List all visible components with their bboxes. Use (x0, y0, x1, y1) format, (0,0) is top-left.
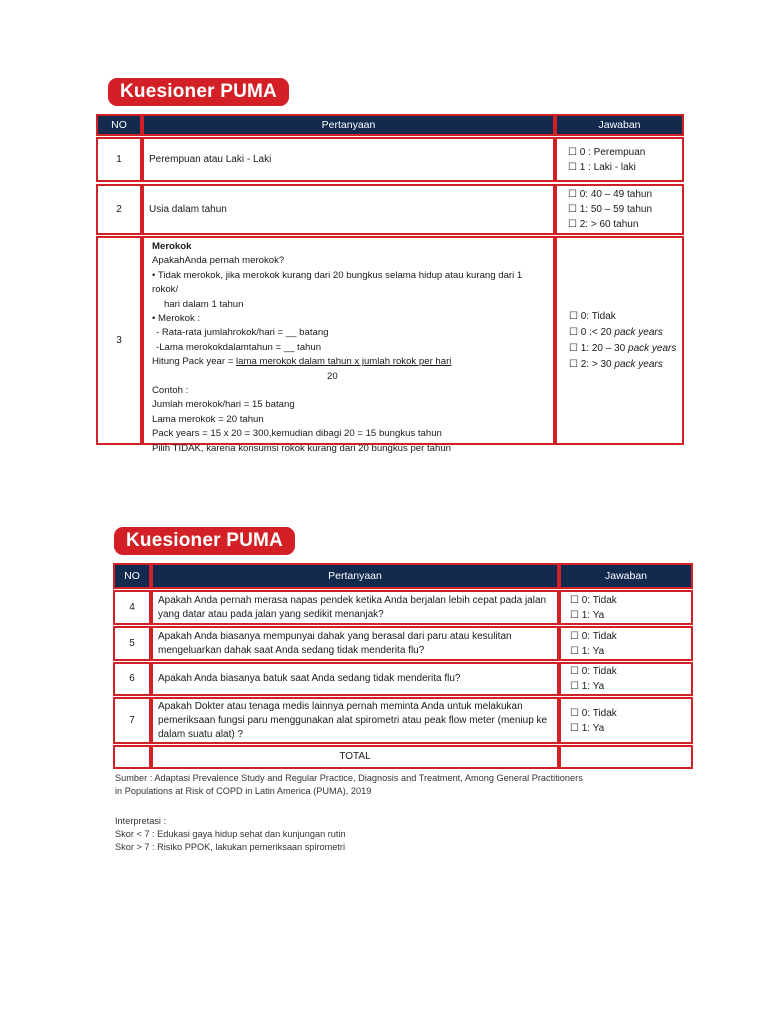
row2-option: ☐ 2: > 60 tahun (568, 219, 639, 230)
row4-option: ☐ 0: Tidak (570, 594, 617, 606)
row7-option: ☐ 1: Ya (570, 722, 605, 734)
checkbox-icon: ☐ (570, 707, 579, 719)
row1-answer (555, 137, 684, 182)
checkbox-icon: ☐ (569, 310, 578, 322)
checkbox-icon: ☐ (568, 204, 577, 215)
row3-option: ☐ 1: 20 – 30 pack years (569, 342, 677, 354)
row3-line: Jumlah merokok/hari = 15 batang (152, 399, 295, 411)
row3-line: • Merokok : (152, 313, 201, 325)
section2-header-answer: Jawaban (559, 563, 693, 589)
section2-header-question: Pertanyaan (151, 563, 559, 589)
row3-question-title: Merokok (152, 241, 192, 252)
row2-question-text: Usia dalam tahun (149, 203, 227, 215)
row4-no: 4 (113, 590, 151, 625)
row2-no: 2 (96, 184, 142, 235)
total-value-cell (559, 745, 693, 769)
checkbox-icon: ☐ (570, 609, 579, 621)
section1-header-no: NO (96, 114, 142, 136)
row1-option: ☐ 1 : Laki - laki (568, 161, 636, 173)
row5-option: ☐ 1: Ya (570, 645, 605, 657)
section2-title-badge: Kuesioner PUMA (114, 527, 295, 555)
row5-answer (559, 626, 693, 661)
row3-formula: Hitung Pack year = lama merokok dalam tahun x jumlah rokok per hari (152, 356, 452, 368)
row6-question (151, 662, 559, 696)
row3-line: - Rata-rata jumlahrokok/hari = __ batang (156, 327, 329, 339)
row3-line: • Tidak merokok, jika merokok kurang dari 20 bungkus selama hidup atau kurang dari 1 rokok/ (152, 269, 523, 296)
row6-option: ☐ 0: Tidak (570, 666, 617, 677)
row3-line: Pilih TIDAK, karena konsumsi rokok kurang dari 20 bungkus per tahun (152, 442, 451, 454)
row6-no: 6 (113, 662, 151, 696)
row3-question (142, 236, 555, 454)
section1-header-question: Pertanyaan (142, 114, 555, 136)
row3-line: hari dalam 1 tahun (164, 298, 244, 310)
row6-question-text: Apakah Anda biasanya batuk saat Anda sedang tidak menderita flu? (158, 673, 461, 684)
row7-question (151, 697, 559, 744)
row2-option: ☐ 1: 50 – 59 tahun (568, 204, 653, 215)
row1-option: ☐ 0 : Perempuan (568, 146, 646, 158)
row3-line: Contoh : (152, 385, 189, 397)
checkbox-icon: ☐ (570, 645, 579, 657)
row5-question-text: Apakah Anda biasanya mempunyai dahak yang berasal dari paru atau kesulitan mengeluarkan dahak saat Anda sedang tidak menderita flu? (158, 630, 512, 656)
row7-answer (559, 697, 693, 744)
row3-option: ☐ 0 :< 20 pack years (569, 326, 663, 338)
interpretation-line: Skor > 7 : Risiko PPOK, lakukan pemeriksaan spirometri (115, 842, 346, 852)
row5-question (151, 626, 559, 661)
row3-formula-numerator: lama merokok dalam tahun x jumlah rokok per hari (236, 356, 452, 368)
interpretation-heading: Interpretasi : (115, 816, 167, 826)
row5-no: 5 (113, 626, 151, 661)
row3-line: -Lama merokokdalamtahun = __ tahun (156, 341, 322, 353)
row3-no: 3 (96, 236, 142, 445)
row3-formula-denominator: 20 (327, 370, 338, 382)
source-citation (115, 772, 583, 798)
checkbox-icon: ☐ (568, 219, 577, 230)
row4-answer (559, 590, 693, 625)
row6-answer (559, 662, 693, 696)
checkbox-icon: ☐ (568, 146, 577, 158)
source-line: Sumber : Adaptasi Prevalence Study and Regular Practice, Diagnosis and Treatment, Among General Practitioners (115, 773, 583, 783)
row2-answer (555, 184, 684, 235)
row4-option: ☐ 1: Ya (570, 609, 605, 621)
row1-question-text: Perempuan atau Laki - Laki (149, 153, 272, 165)
row6-option: ☐ 1: Ya (570, 681, 605, 692)
checkbox-icon: ☐ (570, 630, 579, 642)
row7-no: 7 (113, 697, 151, 744)
row4-question (151, 590, 559, 625)
checkbox-icon: ☐ (570, 594, 579, 606)
checkbox-icon: ☐ (570, 666, 579, 677)
row2-question (142, 184, 555, 235)
section2-header-no: NO (113, 563, 151, 589)
row3-line: Pack years = 15 x 20 = 300,kemudian dibagi 20 = 15 bungkus tahun (152, 428, 442, 440)
row3-option: ☐ 0: Tidak (569, 310, 616, 322)
row2-option: ☐ 0: 40 – 49 tahun (568, 189, 653, 200)
row7-question-text: Apakah Dokter atau tenaga medis lainnya pernah meminta Anda untuk melakukan pemeriksaan fungsi paru menggunakan alat spirometri atau peak flow meter (meniup ke dalam suatu alat) ? (158, 700, 548, 740)
row3-line: ApakahAnda pernah merokok? (152, 255, 285, 267)
checkbox-icon: ☐ (568, 161, 577, 173)
row3-line: Lama merokok = 20 tahun (152, 413, 264, 425)
checkbox-icon: ☐ (568, 189, 577, 200)
section1-title-badge: Kuesioner PUMA (108, 78, 289, 106)
checkbox-icon: ☐ (569, 326, 578, 338)
row3-option: ☐ 2: > 30 pack years (569, 358, 663, 370)
interpretation (115, 815, 346, 854)
row4-question-text: Apakah Anda pernah merasa napas pendek ketika Anda berjalan lebih cepat pada jalan yang datar atau pada jalan yang sedikit menanjak? (158, 594, 547, 620)
checkbox-icon: ☐ (569, 342, 578, 354)
checkbox-icon: ☐ (570, 681, 579, 692)
row5-option: ☐ 0: Tidak (570, 630, 617, 642)
row1-question (142, 137, 555, 182)
total-label: TOTAL (151, 745, 559, 769)
checkbox-icon: ☐ (570, 722, 579, 734)
interpretation-line: Skor < 7 : Edukasi gaya hidup sehat dan kunjungan rutin (115, 829, 346, 839)
row7-option: ☐ 0: Tidak (570, 707, 617, 719)
checkbox-icon: ☐ (569, 358, 578, 370)
total-no-cell (113, 745, 151, 769)
row1-no: 1 (96, 137, 142, 182)
row3-answer (555, 236, 684, 445)
source-line: in Populations at Risk of COPD in Latin America (PUMA), 2019 (115, 786, 372, 796)
section1-header-answer: Jawaban (555, 114, 684, 136)
